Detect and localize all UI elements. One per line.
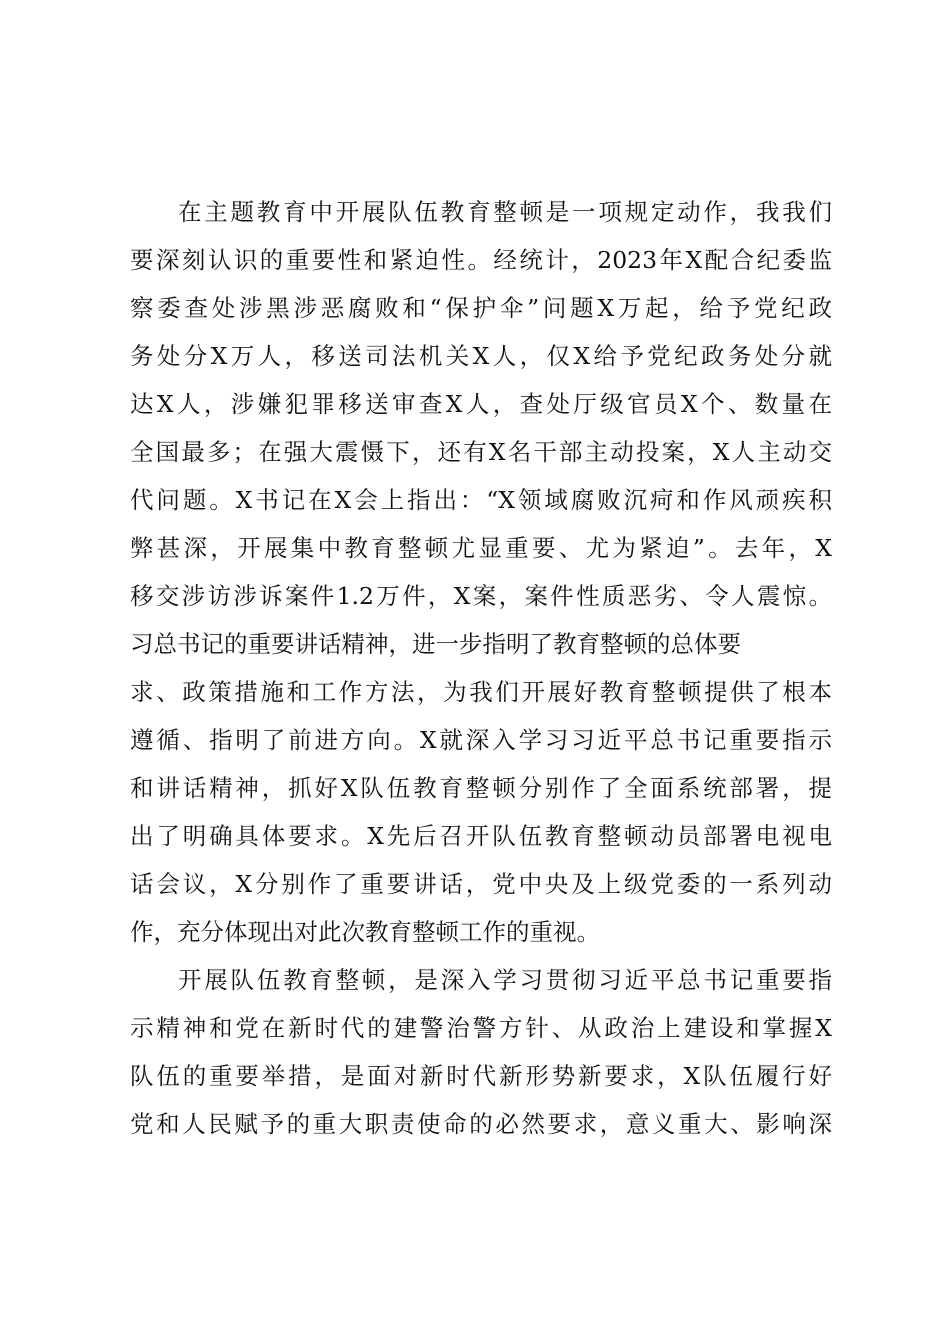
text-line: 全国最多；在强大震慑下，还有X名干部主动投案，X人主动交 xyxy=(130,438,832,466)
paragraph-2 xyxy=(130,956,832,1148)
text-line: 出了明确具体要求。X先后召开队伍教育整顿动员部署电视电 xyxy=(130,822,832,850)
text-line: 求、政策措施和工作方法，为我们开展好教育整顿提供了根本 xyxy=(130,678,832,706)
text-line: 党和人民赋予的重大职责使命的必然要求，意义重大、影响深 xyxy=(130,1110,832,1138)
text-line: 习总书记的重要讲话精神，进一步指明了教育整顿的总体要 xyxy=(130,630,741,658)
paragraph-1 xyxy=(130,188,832,956)
text-line: 话会议，X分别作了重要讲话，党中央及上级党委的一系列动 xyxy=(130,870,832,898)
text-line: 弊甚深，开展集中教育整顿尤显重要、尤为紧迫”。去年，X xyxy=(130,534,832,562)
text-line: 队伍的重要举措，是面对新时代新形势新要求，X队伍履行好 xyxy=(130,1062,832,1090)
text-line: 作，充分体现出对此次教育整顿工作的重视。 xyxy=(130,918,600,946)
text-line: 和讲话精神，抓好X队伍教育整顿分别作了全面系统部署，提 xyxy=(130,774,832,802)
document-body xyxy=(130,188,832,1148)
text-line: 移交涉访涉诉案件1.2万件，X案，案件性质恶劣、令人震惊。 xyxy=(130,582,832,610)
text-line: 开展队伍教育整顿，是深入学习贯彻习近平总书记重要指 xyxy=(178,966,832,994)
text-line: 在主题教育中开展队伍教育整顿是一项规定动作，我我们 xyxy=(178,198,832,226)
text-line: 代问题。X书记在X会上指出：“X领域腐败沉疴和作风顽疾积 xyxy=(130,486,832,514)
text-line: 示精神和党在新时代的建警治警方针、从政治上建设和掌握X xyxy=(130,1014,832,1042)
text-line: 达X人，涉嫌犯罪移送审查X人，查处厅级官员X个、数量在 xyxy=(130,390,832,418)
text-line: 察委查处涉黑涉恶腐败和“保护伞”问题X万起，给予党纪政 xyxy=(130,294,832,322)
text-line: 务处分X万人，移送司法机关X人，仅X给予党纪政务处分就 xyxy=(130,342,832,370)
text-line: 遵循、指明了前进方向。X就深入学习习近平总书记重要指示 xyxy=(130,726,832,754)
text-line: 要深刻认识的重要性和紧迫性。经统计，2023年X配合纪委监 xyxy=(130,246,832,274)
